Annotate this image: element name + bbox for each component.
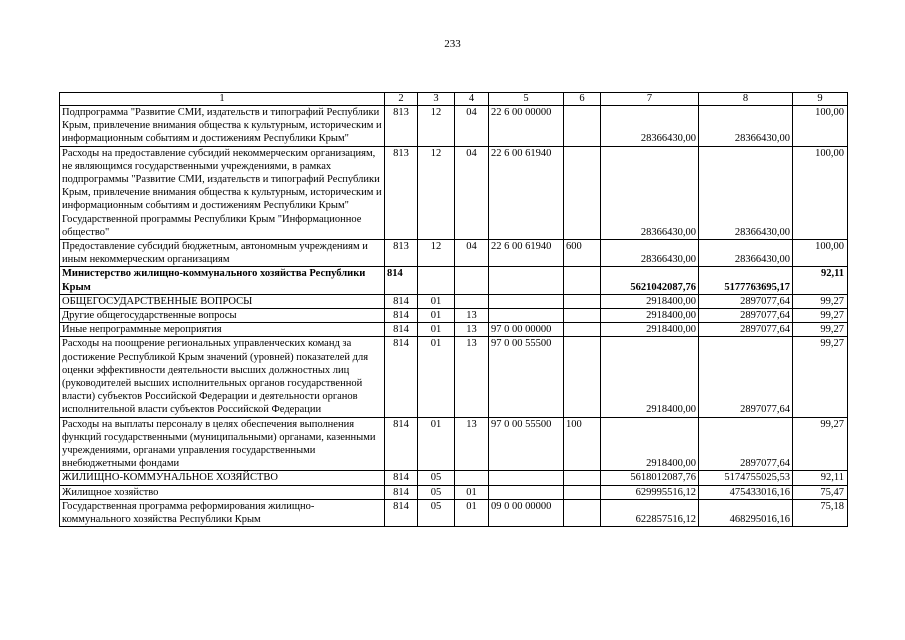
- table-row: [60, 323, 848, 337]
- cell-section: 01: [418, 294, 455, 308]
- cell-percent: 99,27: [793, 294, 848, 308]
- cell-expense-type: [564, 471, 601, 485]
- row-name-cell: Жилищное хозяйство: [60, 485, 385, 499]
- cell-planned-amount: 28366430,00: [601, 240, 699, 267]
- cell-target-article: 97 0 00 00000: [489, 323, 564, 337]
- cell-ministry-code: 813: [385, 240, 418, 267]
- cell-percent: 92,11: [793, 471, 848, 485]
- cell-target-article: [489, 309, 564, 323]
- cell-executed-amount: 2897077,64: [699, 417, 793, 471]
- cell-section: 01: [418, 337, 455, 417]
- cell-target-article: [489, 485, 564, 499]
- cell-target-article: 22 6 00 61940: [489, 146, 564, 239]
- cell-percent: 99,27: [793, 309, 848, 323]
- row-name-cell: Расходы на предоставление субсидий некоммерческим организациям, не являющимся государственными учреждениями, в рамках подпрограммы "Развитие СМИ, издательств и типографий Республики Крым, привлечение внимания общества к культурным, историческим и информационным событиям и достижениям Республики Крым" Государственной программы Республики Крым "Информационное общество": [60, 146, 385, 239]
- cell-target-article: 09 0 00 00000: [489, 499, 564, 526]
- cell-percent: 75,18: [793, 499, 848, 526]
- cell-subsection: [455, 267, 489, 294]
- cell-section: 01: [418, 417, 455, 471]
- cell-target-article: 22 6 00 00000: [489, 106, 564, 147]
- row-name-cell: Государственная программа реформирования жилищно-коммунального хозяйства Республики Крым: [60, 499, 385, 526]
- cell-executed-amount: 468295016,16: [699, 499, 793, 526]
- cell-ministry-code: 814: [385, 309, 418, 323]
- cell-percent: 92,11: [793, 267, 848, 294]
- page-number: 233: [444, 38, 461, 50]
- row-name-cell: ЖИЛИЩНО-КОММУНАЛЬНОЕ ХОЗЯЙСТВО: [60, 471, 385, 485]
- cell-subsection: 13: [455, 323, 489, 337]
- budget-table: [59, 92, 848, 527]
- cell-executed-amount: 28366430,00: [699, 106, 793, 147]
- cell-planned-amount: 622857516,12: [601, 499, 699, 526]
- cell-expense-type: [564, 267, 601, 294]
- table-row: [60, 294, 848, 308]
- cell-executed-amount: 28366430,00: [699, 240, 793, 267]
- table-row: [60, 499, 848, 526]
- table-row: [60, 485, 848, 499]
- table-row: [60, 337, 848, 417]
- column-header-row: [60, 93, 848, 106]
- cell-expense-type: [564, 106, 601, 147]
- cell-planned-amount: 28366430,00: [601, 146, 699, 239]
- cell-ministry-code: 814: [385, 471, 418, 485]
- cell-ministry-code: 814: [385, 499, 418, 526]
- row-name-cell: Расходы на поощрение региональных управленческих команд за достижение Республикой Крым значений (уровней) показателей для оценки эффективности деятельности высших должностных лиц (руководителей высших исполнительных органов государственной власти) субъектов Российской Федерации и деятельности органов исполнительной власти субъектов Российской Федерации: [60, 337, 385, 417]
- cell-percent: 75,47: [793, 485, 848, 499]
- table-row: [60, 309, 848, 323]
- cell-subsection: 13: [455, 337, 489, 417]
- cell-percent: 100,00: [793, 240, 848, 267]
- cell-subsection: 04: [455, 240, 489, 267]
- cell-expense-type: 100: [564, 417, 601, 471]
- column-header: 7: [601, 93, 699, 106]
- row-name-cell: Предоставление субсидий бюджетным, автономным учреждениям и иным некоммерческим организациям: [60, 240, 385, 267]
- cell-executed-amount: 28366430,00: [699, 146, 793, 239]
- cell-subsection: 04: [455, 146, 489, 239]
- column-header: 4: [455, 93, 489, 106]
- column-header: 1: [60, 93, 385, 106]
- table-row: [60, 106, 848, 147]
- cell-executed-amount: 2897077,64: [699, 323, 793, 337]
- cell-target-article: [489, 294, 564, 308]
- cell-section: 01: [418, 323, 455, 337]
- column-header: 8: [699, 93, 793, 106]
- table-row: [60, 146, 848, 239]
- cell-target-article: [489, 471, 564, 485]
- column-header: 6: [564, 93, 601, 106]
- cell-planned-amount: 629995516,12: [601, 485, 699, 499]
- row-name-cell: ОБЩЕГОСУДАРСТВЕННЫЕ ВОПРОСЫ: [60, 294, 385, 308]
- cell-subsection: [455, 294, 489, 308]
- cell-section: 12: [418, 106, 455, 147]
- cell-section: [418, 267, 455, 294]
- cell-planned-amount: 5621042087,76: [601, 267, 699, 294]
- column-header: 3: [418, 93, 455, 106]
- cell-target-article: [489, 267, 564, 294]
- cell-planned-amount: 2918400,00: [601, 309, 699, 323]
- cell-subsection: 01: [455, 485, 489, 499]
- cell-planned-amount: 2918400,00: [601, 337, 699, 417]
- cell-ministry-code: 814: [385, 294, 418, 308]
- table-row: [60, 267, 848, 294]
- cell-subsection: [455, 471, 489, 485]
- cell-target-article: 97 0 00 55500: [489, 417, 564, 471]
- cell-section: 05: [418, 485, 455, 499]
- cell-subsection: 01: [455, 499, 489, 526]
- cell-subsection: 13: [455, 417, 489, 471]
- cell-executed-amount: 2897077,64: [699, 337, 793, 417]
- cell-section: 05: [418, 471, 455, 485]
- cell-executed-amount: 2897077,64: [699, 294, 793, 308]
- cell-ministry-code: 814: [385, 267, 418, 294]
- cell-planned-amount: 2918400,00: [601, 323, 699, 337]
- row-name-cell: Иные непрограммные мероприятия: [60, 323, 385, 337]
- cell-expense-type: [564, 309, 601, 323]
- cell-percent: 99,27: [793, 417, 848, 471]
- column-header: 5: [489, 93, 564, 106]
- cell-percent: 100,00: [793, 106, 848, 147]
- row-name-cell: Министерство жилищно-коммунального хозяйства Республики Крым: [60, 267, 385, 294]
- cell-expense-type: [564, 294, 601, 308]
- cell-target-article: 22 6 00 61940: [489, 240, 564, 267]
- cell-executed-amount: 2897077,64: [699, 309, 793, 323]
- cell-subsection: 13: [455, 309, 489, 323]
- cell-planned-amount: 2918400,00: [601, 294, 699, 308]
- row-name-cell: Другие общегосударственные вопросы: [60, 309, 385, 323]
- cell-expense-type: [564, 146, 601, 239]
- cell-expense-type: 600: [564, 240, 601, 267]
- cell-executed-amount: 5177763695,17: [699, 267, 793, 294]
- column-header: 2: [385, 93, 418, 106]
- cell-percent: 99,27: [793, 323, 848, 337]
- cell-section: 01: [418, 309, 455, 323]
- cell-ministry-code: 813: [385, 146, 418, 239]
- cell-section: 12: [418, 240, 455, 267]
- cell-subsection: 04: [455, 106, 489, 147]
- cell-ministry-code: 814: [385, 323, 418, 337]
- cell-ministry-code: 814: [385, 417, 418, 471]
- cell-executed-amount: 475433016,16: [699, 485, 793, 499]
- cell-executed-amount: 5174755025,53: [699, 471, 793, 485]
- table-row: [60, 417, 848, 471]
- row-name-cell: Расходы на выплаты персоналу в целях обеспечения выполнения функций государственными (муниципальными) органами, казенными учреждениями, органами управления государственными внебюджетными фондами: [60, 417, 385, 471]
- cell-expense-type: [564, 323, 601, 337]
- table-row: [60, 471, 848, 485]
- cell-target-article: 97 0 00 55500: [489, 337, 564, 417]
- cell-expense-type: [564, 337, 601, 417]
- cell-section: 12: [418, 146, 455, 239]
- cell-ministry-code: 813: [385, 106, 418, 147]
- cell-percent: 99,27: [793, 337, 848, 417]
- cell-percent: 100,00: [793, 146, 848, 239]
- cell-ministry-code: 814: [385, 337, 418, 417]
- cell-expense-type: [564, 485, 601, 499]
- cell-planned-amount: 5618012087,76: [601, 471, 699, 485]
- cell-ministry-code: 814: [385, 485, 418, 499]
- cell-planned-amount: 28366430,00: [601, 106, 699, 147]
- column-header: 9: [793, 93, 848, 106]
- cell-planned-amount: 2918400,00: [601, 417, 699, 471]
- row-name-cell: Подпрограмма "Развитие СМИ, издательств и типографий Республики Крым, привлечение внимания общества к культурным, историческим и информационным событиям и достижениям Республики Крым": [60, 106, 385, 147]
- cell-section: 05: [418, 499, 455, 526]
- cell-expense-type: [564, 499, 601, 526]
- table-row: [60, 240, 848, 267]
